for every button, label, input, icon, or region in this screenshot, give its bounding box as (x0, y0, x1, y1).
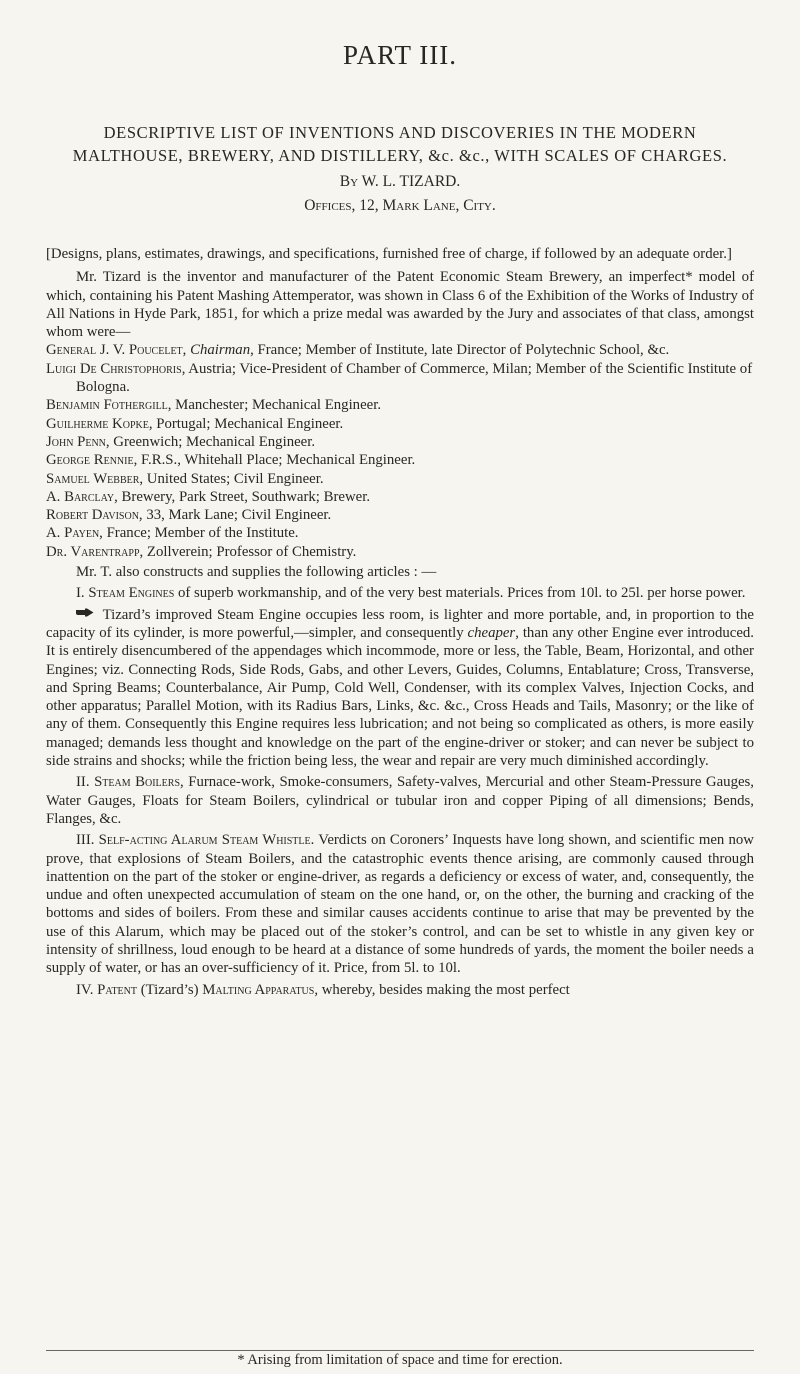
jury-details: France; Member of the Institute. (102, 525, 299, 542)
jury-details: Manchester; Mechanical Engineer. (171, 397, 382, 414)
offices-address: Offices, 12, Mark Lane, City. (304, 197, 496, 214)
article-steam-boilers (46, 773, 754, 828)
article-heading: II. Steam Boilers, (76, 774, 184, 791)
byline: By W. L. TIZARD. (339, 173, 461, 190)
jury-name: Guilherme Kopke, (46, 415, 153, 432)
note-text: , than any other Engine ever introduced. It is entirely disencumbered of the appendages which incommode, more or less, the Table, Beam, Horizontal, and other Engines; viz. Connecting Rods, Side Rods, Gabs, and other Levers, Guides, Columns, Entablature; Cross, Transverse, and Spring Beams; Counterbalance, Air Pump, Cold Well, Condenser, with its complex Valves, Injection Cocks, and other apparatus; Parallel Motion, with its Radius Bars, Links, &c. &c., Cross Heads and Tails, Masonry; or the like of any of them. Consequently this Engine requires less lubrication; and not being so complicated as others, is more easily managed; demands less thought and knowledge on the part of the engine-driver or stoker; and can never be subject to side strains and shocks; while the friction being less, the wear and repair are very much diminished accordingly. (46, 624, 754, 770)
article-heading: I. Steam Engines (76, 585, 175, 602)
article-heading: IV. Patent (76, 981, 137, 998)
engine-note (46, 606, 754, 771)
jury-entry (46, 433, 754, 451)
article-text: whereby, besides making the most perfect (318, 981, 570, 998)
bracket-note: [Designs, plans, estimates, drawings, and specifications, furnished free of charge, if followed by an adequate order.] (46, 246, 732, 262)
jury-details: Austria; Vice-President of Chamber of Commerce, Milan; Member of the Scientific Institute of Bologna. (76, 360, 753, 396)
article-text: Furnace-work, Smoke-consumers, Safety-valves, Mercurial and other Steam-Pressure Gauges, Water Gauges, Floats for Steam Boilers, cylindrical or tubular iron and copper Piping of all dimensions; Bends, Flanges, &c. (46, 774, 754, 827)
jury-details: F.R.S., Whitehall Place; Mechanical Engineer. (137, 452, 416, 469)
jury-details: United States; Civil Engineer. (143, 470, 324, 487)
intro-paragraph: Mr. Tizard is the inventor and manufacturer of the Patent Economic Steam Brewery, an imperfect* model of which, containing his Patent Mashing Attemperator, was shown in Class 6 of the Exhibition of the Works of Industry of All Nations in Hyde Park, 1851, for which a prize medal was awarded by the Jury and associates of that class, amongst whom were— (46, 269, 754, 341)
jury-entry (46, 396, 754, 414)
jury-list (46, 341, 754, 561)
jury-details: Portugal; Mechanical Engineer. (152, 415, 344, 432)
jury-entry (46, 415, 754, 433)
article-text: of superb workmanship, and of the very best materials. Prices from 10l. to 25l. per horse power. (174, 585, 746, 602)
jury-name: Benjamin Fothergill, (46, 397, 172, 414)
jury-entry (46, 524, 754, 542)
jury-entry (46, 451, 754, 469)
jury-entry (46, 470, 754, 488)
jury-name: General J. V. Poucelet, (46, 342, 187, 359)
jury-entry (46, 488, 754, 506)
jury-name: A. Barclay, (46, 488, 118, 505)
jury-name: Robert Davison, (46, 507, 143, 524)
jury-details: , France; Member of Institute, late Director of Polytechnic School, &c. (250, 342, 670, 359)
pointing-hand-icon (76, 608, 94, 618)
footnote: * Arising from limitation of space and time for erection. (237, 1352, 563, 1368)
jury-details: Greenwich; Mechanical Engineer. (109, 433, 316, 450)
note-text: Tizard’s improved Steam Engine occupies less room, is lighter and more portable, and, in proportion to the capacity of its cylinder, is more powerful,—simpler, and consequently (46, 606, 754, 641)
article-alarum-whistle (46, 831, 754, 977)
jury-entry (46, 543, 754, 561)
note-emphasis: cheaper (467, 624, 516, 641)
jury-name: Luigi De Christophoris, (46, 360, 186, 377)
article-steam-engines (46, 584, 754, 602)
article-heading: Malting Apparatus, (202, 981, 319, 998)
article-text: (Tizard’s) (137, 981, 203, 998)
main-title: DESCRIPTIVE LIST OF INVENTIONS AND DISCOVERIES IN THE MODERN MALTHOUSE, BREWERY, AND DISTILLERY, &c. &c., WITH SCALES OF CHARGES. (72, 123, 728, 165)
jury-name: Dr. Varentrapp, (46, 543, 144, 560)
article-malting-apparatus (46, 981, 754, 999)
jury-entry (46, 506, 754, 524)
article-heading: III. Self-acting Alarum Steam Whistle. (76, 832, 315, 849)
jury-details: 33, Mark Lane; Civil Engineer. (142, 507, 332, 524)
jury-entry (46, 341, 754, 359)
jury-details: Brewery, Park Street, Southwark; Brewer. (117, 488, 371, 505)
jury-name: Samuel Webber, (46, 470, 144, 487)
jury-name: John Penn, (46, 433, 110, 450)
part-heading: PART III. (343, 40, 457, 70)
article-text: Verdicts on Coroners’ Inquests have long shown, and scientific men now prove, that explosions of Steam Boilers, and the catastrophic events thence arising, are commonly caused through inattention on the part of the stoker or engine-driver, as regards a deficiency or excess of water, and, consequently, the undue and often unexpected accumulation of steam on the one hand, or, on the other, the burning and cracking of the bottoms and sides of boilers. From these and similar causes accidents continue to arise that may be prevented by the use of this Alarum, which may be placed out of the stoker’s control, and can be set to whistle in any given key or intensity of shrillness, loud enough to be heard at a distance of some hundreds of yards, the moment the boiler needs a supply of water, or has an over-sufficiency of it. Price, from 5l. to 10l. (46, 832, 754, 977)
jury-details: Zollverein; Professor of Chemistry. (143, 543, 357, 560)
jury-name: A. Payen, (46, 525, 103, 542)
footnote-divider (46, 1350, 754, 1351)
jury-entry (46, 360, 754, 397)
jury-name: George Rennie, (46, 452, 138, 469)
also-paragraph: Mr. T. also constructs and supplies the following articles : — (76, 564, 437, 581)
jury-role: Chairman (190, 342, 251, 359)
